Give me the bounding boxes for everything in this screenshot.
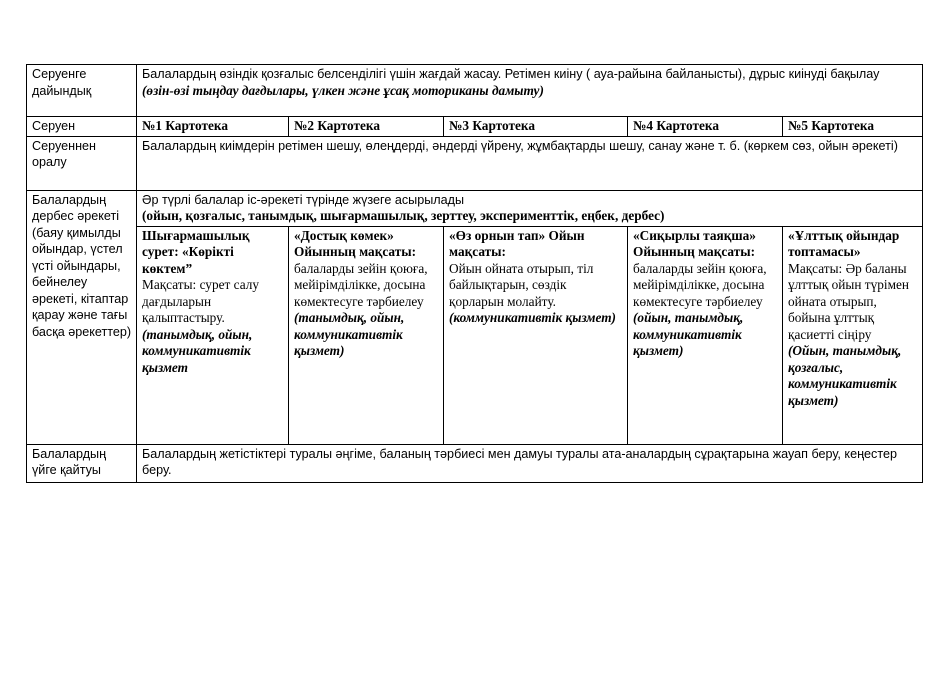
game-goal: Мақсаты: Әр баланы ұлттық ойын түрімен ойната отырып, бойына ұлттық қасиетті сіңіру <box>788 260 909 342</box>
game-goal: Мақсаты: сурет салу дағдыларын қалыптастыру. <box>142 277 259 325</box>
row-label: Балалардың дербес әрекеті (баяу қимылды ойындар, үстел үсті ойындары, бейнелеу әрекеті, кітаптар қарау және тағы басқа әрекеттер) <box>27 190 137 444</box>
walk-card-5: №5 Картотека <box>783 117 923 137</box>
game-title: «Достық көмек» Ойынның мақсаты: <box>294 227 417 259</box>
game-goal: балаларды зейін қоюға, мейірімділікке, досына көмектесуге тәрбиелеу <box>633 260 767 309</box>
game-title: «Өз орнын тап» Ойын мақсаты: <box>449 227 585 259</box>
game-card <box>444 226 628 444</box>
game-note: (Ойын, танымдық, қозғалыс, коммуникативтік қызмет) <box>788 343 902 408</box>
game-card <box>628 226 783 444</box>
row-label: Балалардың үйге қайтуы <box>27 444 137 482</box>
walk-card-3: №3 Картотека <box>444 117 628 137</box>
game-title: Шығармашылық сурет: «Көрікті көктем” <box>142 227 250 276</box>
independent-intro-types: (ойын, қозғалыс, танымдық, шығармашылық, зерттеу, эксперименттік, еңбек, дербес) <box>142 208 665 223</box>
independent-intro <box>137 190 923 226</box>
home-text: Балалардың жетістіктері туралы әңгіме, баланың тәрбиесі мен дамуы туралы ата-аналардың сұрақтарына жауап беру, кеңестер беру. <box>137 444 923 482</box>
walk-card-1: №1 Картотека <box>137 117 289 137</box>
game-note: (танымдық, ойын, коммуникативтік қызмет) <box>294 310 405 358</box>
game-card <box>137 226 289 444</box>
row-independent-intro <box>27 190 923 226</box>
game-goal: Ойын ойната отырып, тіл байлықтарын, сөздік қорларын молайту. <box>449 260 594 309</box>
row-label: Серуенге дайындық <box>27 65 137 117</box>
game-card <box>783 226 923 444</box>
row-label: Серуеннен оралу <box>27 136 137 190</box>
prep-note: (өзін-өзі тыңдау дағдылары, үлкен және ұсақ моториканы дамыту) <box>142 82 544 98</box>
walk-card-4: №4 Картотека <box>628 117 783 137</box>
row-independent-games <box>27 226 923 444</box>
return-text: Балалардың киімдерін ретімен шешу, өлеңдерді, әндерді үйрену, жұмбақтарды шешу, санау және т. б. (көркем сөз, ойын әрекеті) <box>137 136 923 190</box>
game-note: (ойын, танымдық, коммуникативтік қызмет) <box>633 310 744 358</box>
game-note: (коммуникативтік қызмет) <box>449 310 616 325</box>
daily-plan-table <box>26 64 923 483</box>
game-card <box>289 226 444 444</box>
game-title: «Ұлттық ойындар топтамасы» <box>788 227 900 259</box>
game-goal: балаларды зейін қоюға, мейірімділікке, досына көмектесуге тәрбиелеу <box>294 260 428 309</box>
row-going-home <box>27 444 923 482</box>
row-walk <box>27 117 923 137</box>
row-content <box>137 65 923 117</box>
row-walk-preparation <box>27 65 923 117</box>
walk-card-2: №2 Картотека <box>289 117 444 137</box>
independent-intro-text: Әр түрлі балалар іс-әрекеті түрінде жүзеге асырылады <box>142 192 465 207</box>
row-return-from-walk <box>27 136 923 190</box>
prep-text: Балалардың өзіндік қозғалыс белсенділігі үшін жағдай жасау. Ретімен киіну ( ауа-райына байланысты), дұрыс киінуді бақылау <box>142 67 880 81</box>
game-title: «Сиқырлы таяқша» Ойынның <box>633 227 756 259</box>
row-label: Серуен <box>27 117 137 137</box>
game-goal-label: мақсаты: <box>698 244 756 259</box>
game-note: (танымдық, ойын, коммуникативтік қызмет <box>142 326 253 375</box>
